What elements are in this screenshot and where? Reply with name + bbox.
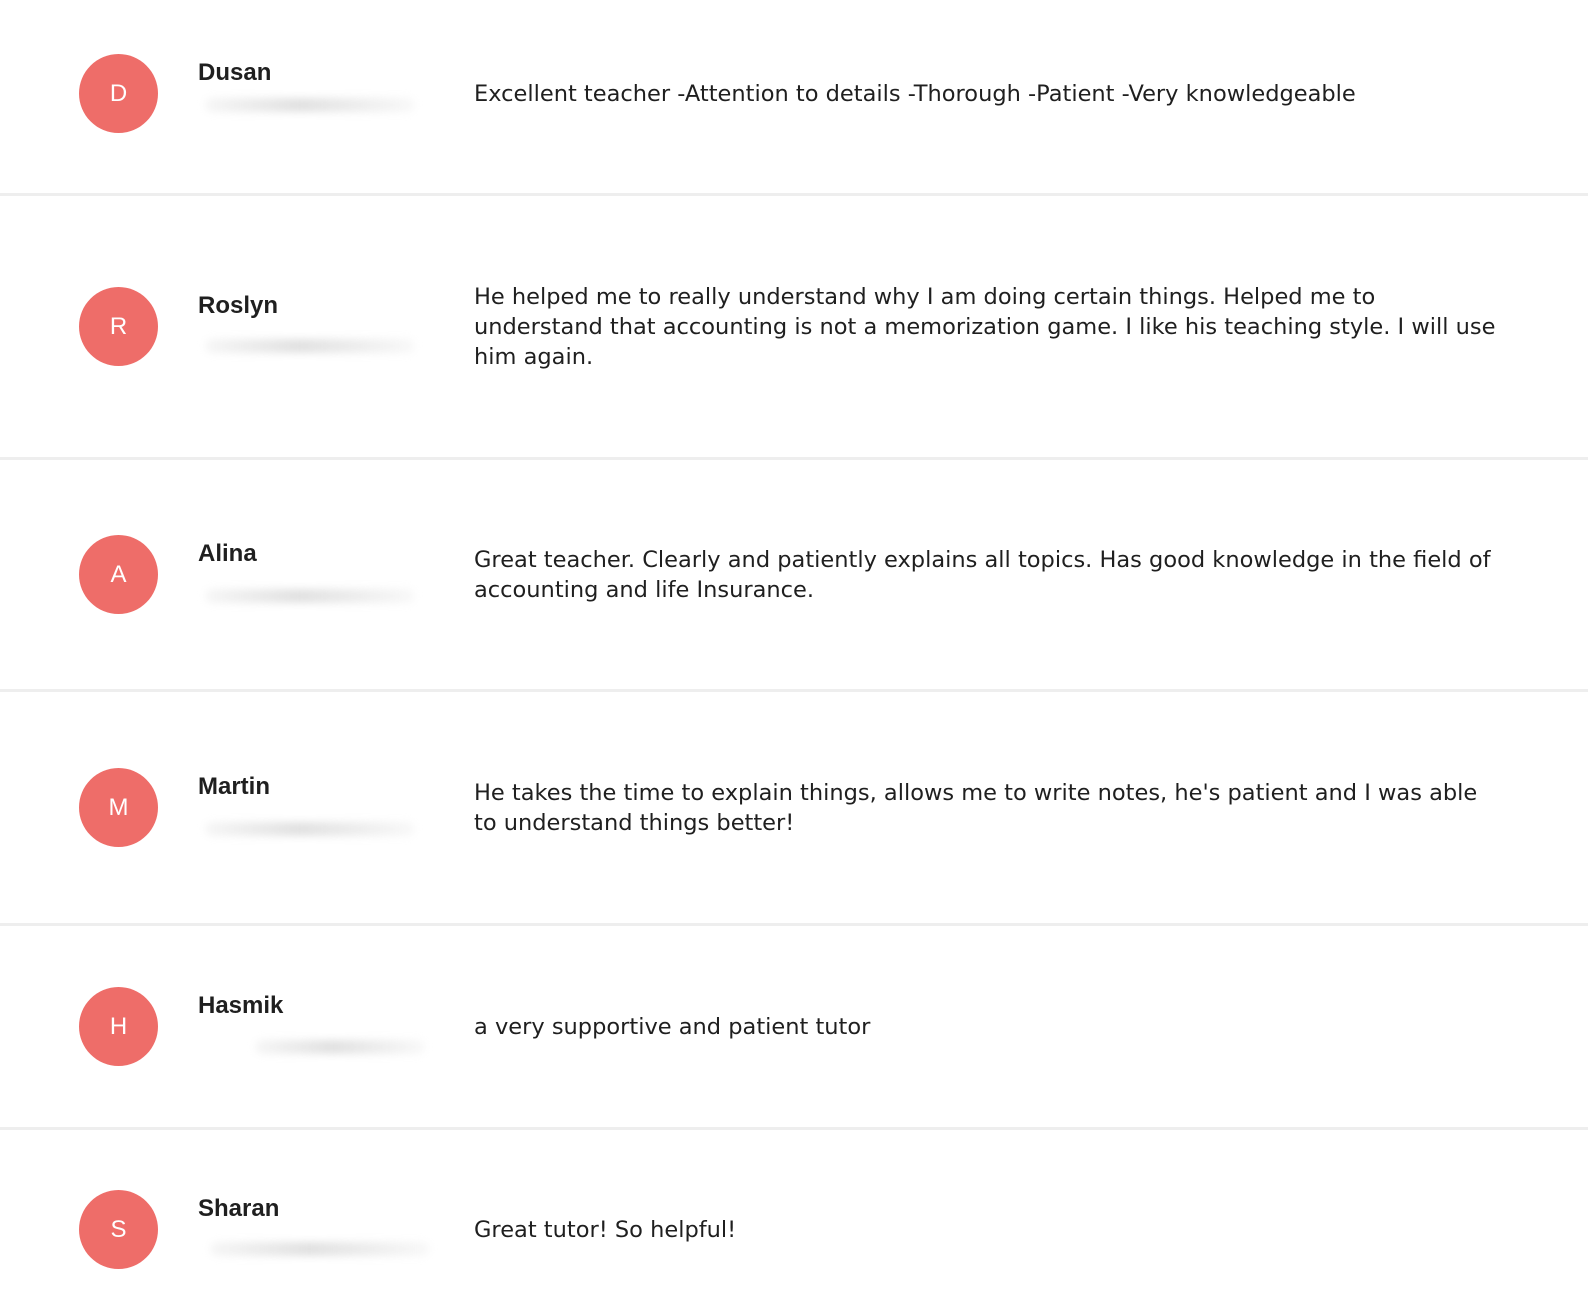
avatar: D <box>79 54 158 133</box>
review-text: Great tutor! So helpful! <box>474 1217 737 1243</box>
review-text: He takes the time to explain things, allows me to write notes, he's patient and I was able to understand things better! <box>474 780 1478 836</box>
review-item <box>0 926 1588 1130</box>
avatar: R <box>79 287 158 366</box>
review-item <box>0 692 1588 926</box>
review-item <box>0 1130 1588 1300</box>
reviewer-name: Martin <box>198 773 270 800</box>
review-text: a very supportive and patient tutor <box>474 1014 871 1040</box>
avatar: S <box>79 1190 158 1269</box>
blurred-review-date <box>210 1242 430 1256</box>
blurred-review-date <box>205 339 415 353</box>
review-text: Great teacher. Clearly and patiently explains all topics. Has good knowledge in the field of accounting and life Insurance. <box>474 547 1491 603</box>
reviewer-name: Alina <box>198 540 257 567</box>
avatar: M <box>79 768 158 847</box>
review-text: He helped me to really understand why I am doing certain things. Helped me to understand that accounting is not a memorization game. I like his teaching style. I will use him again. <box>474 284 1496 370</box>
reviewer-name: Sharan <box>198 1195 280 1222</box>
blurred-review-date <box>205 98 415 112</box>
review-text: Excellent teacher -Attention to details -Thorough -Patient -Very knowledgeable <box>474 81 1356 107</box>
avatar: H <box>79 987 158 1066</box>
review-item <box>0 196 1588 460</box>
reviewer-name: Hasmik <box>198 992 284 1019</box>
blurred-review-date <box>205 822 415 836</box>
review-item <box>0 0 1588 196</box>
reviewer-name: Dusan <box>198 59 272 86</box>
reviewer-name: Roslyn <box>198 292 279 319</box>
review-item <box>0 460 1588 692</box>
avatar: A <box>79 535 158 614</box>
blurred-review-date <box>205 589 415 603</box>
blurred-review-date <box>255 1040 425 1054</box>
